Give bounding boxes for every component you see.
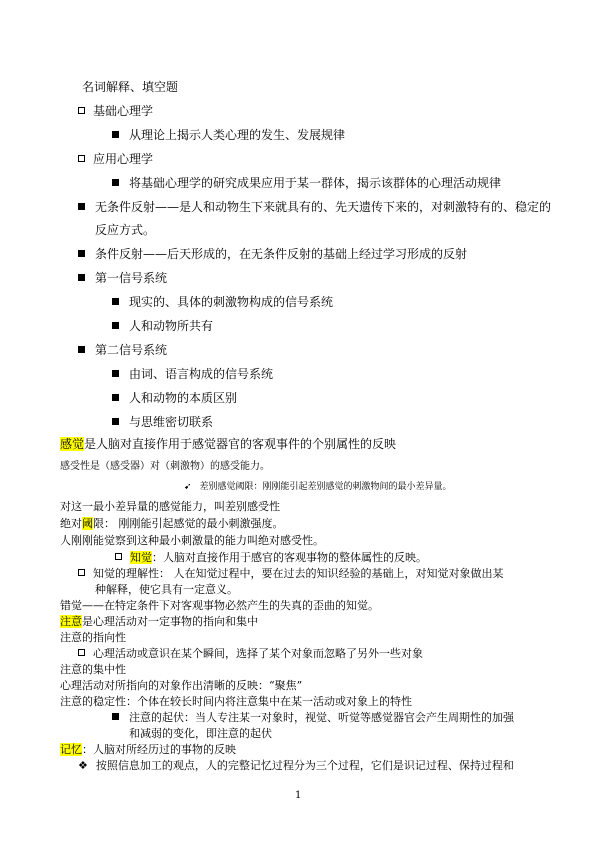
arrow-bullet-icon: ➹ xyxy=(184,482,192,492)
illusion-definition: 错觉——在特定条件下对客观事物必然产生的失真的歪曲的知觉。 xyxy=(60,599,379,612)
attention-directivity: 注意的指向性 xyxy=(60,631,126,644)
attention-fluctuation: 注意的起伏：当人专注某一对象时，视觉、听觉等感觉器官会产生周期性的加强 xyxy=(112,711,514,724)
memory-process: ❖ 按照信息加工的观点，人的完整记忆过程分为三个过程，它们是识记过程、保持过程和 xyxy=(78,759,514,772)
absolute-sensitivity: 人刚刚能觉察到这种最小刺激量的能力叫绝对感受性。 xyxy=(60,534,324,547)
solid-square-bullet-icon xyxy=(112,131,119,138)
list-item-second-signal-c: 与思维密切联系 xyxy=(112,415,213,429)
solid-square-bullet-icon xyxy=(112,298,119,305)
hollow-square-bullet-icon xyxy=(78,107,85,114)
list-item-unconditioned-reflex: 无条件反射——是人和动物生下来就具有的、先天遗传下来的，对刺激特有的、稳定的 xyxy=(78,200,551,214)
sensitivity-note: 感受性是（感受器）对（刺激物）的感受能力。 xyxy=(60,461,270,472)
page-number: 1 xyxy=(295,790,302,801)
list-item-conditioned-reflex: 条件反射——后天形成的，在无条件反射的基础上经过学习形成的反射 xyxy=(78,247,467,261)
threshold-term-highlight: 阈 xyxy=(82,517,93,530)
solid-square-bullet-icon xyxy=(112,394,119,401)
solid-square-bullet-icon xyxy=(78,203,85,210)
attention-stability: 注意的稳定性：个体在较长时间内将注意集中在某一活动或对象上的特性 xyxy=(60,695,412,708)
hollow-square-bullet-icon xyxy=(78,155,85,162)
solid-square-bullet-icon xyxy=(112,322,119,329)
attention-concentration: 注意的集中性 xyxy=(60,663,126,676)
solid-square-bullet-icon xyxy=(78,346,85,353)
attention-concentration-definition: 心理活动对所指向的对象作出清晰的反映：“聚焦” xyxy=(60,679,303,692)
solid-square-bullet-icon xyxy=(112,713,119,720)
attention-definition: 注意是心理活动对一定事物的指向和集中 xyxy=(60,615,258,628)
section-heading: 名词解释、填空题 xyxy=(82,80,179,94)
memory-term-highlight: 记忆 xyxy=(60,743,82,756)
list-item-applied-psychology-definition: 将基础心理学的研究成果应用于某一群体，揭示该群体的心理活动规律 xyxy=(112,176,501,190)
perception-understanding-cont: 种解释，使它具有一定意义。 xyxy=(95,583,238,596)
difference-threshold-note: ➹ 差别感觉阈限：刚刚能引起差别感觉的刺激物间的最小差异量。 xyxy=(184,482,452,492)
perception-definition: 知觉：人脑对直接作用于感官的客观事物的整体属性的反映。 xyxy=(115,551,427,564)
solid-square-bullet-icon xyxy=(112,418,119,425)
solid-square-bullet-icon xyxy=(112,370,119,377)
list-item-applied-psychology: 应用心理学 xyxy=(78,152,153,166)
perception-term-highlight: 知觉 xyxy=(130,551,152,564)
difference-sensitivity: 对这一最小差异量的感觉能力，叫差别感受性 xyxy=(60,500,280,513)
perception-understanding: 知觉的理解性： 人在知觉过程中，要在过去的知识经验的基础上，对知觉对象做出某 xyxy=(78,567,504,580)
solid-square-bullet-icon xyxy=(112,179,119,186)
diamond-bullet-icon: ❖ xyxy=(78,759,88,772)
attention-fluctuation-cont: 和减弱的变化，即注意的起伏 xyxy=(129,727,272,740)
list-item-second-signal-a: 由词、语言构成的信号系统 xyxy=(112,367,273,381)
list-item-unconditioned-reflex-cont: 反应方式。 xyxy=(95,223,156,237)
list-item-first-signal-a: 现实的、具体的刺激物构成的信号系统 xyxy=(112,295,333,309)
hollow-square-bullet-icon xyxy=(115,553,122,560)
sensation-term-highlight: 感觉 xyxy=(60,437,85,451)
solid-square-bullet-icon xyxy=(78,274,85,281)
list-item-basic-psychology: 基础心理学 xyxy=(78,104,153,118)
hollow-square-bullet-icon xyxy=(78,569,85,576)
attention-directivity-definition: 心理活动或意识在某个瞬间，选择了某个对象而忽略了另外一些对象 xyxy=(78,647,423,660)
list-item-first-signal-system: 第一信号系统 xyxy=(78,271,167,285)
attention-term-highlight: 注意 xyxy=(60,615,82,628)
list-item-second-signal-system: 第二信号系统 xyxy=(78,343,167,357)
hollow-square-bullet-icon xyxy=(78,649,85,656)
memory-definition: 记忆：人脑对所经历过的事物的反映 xyxy=(60,743,236,756)
absolute-threshold: 绝对阈限： 刚刚能引起感觉的最小刺激强度。 xyxy=(60,517,284,530)
solid-square-bullet-icon xyxy=(78,250,85,257)
list-item-second-signal-b: 人和动物的本质区别 xyxy=(112,391,237,405)
sensation-definition: 感觉是人脑对直接作用于感觉器官的客观事件的个别属性的反映 xyxy=(60,437,397,451)
list-item-first-signal-b: 人和动物所共有 xyxy=(112,319,213,333)
list-item-basic-psychology-definition: 从理论上揭示人类心理的发生、发展规律 xyxy=(112,128,345,142)
